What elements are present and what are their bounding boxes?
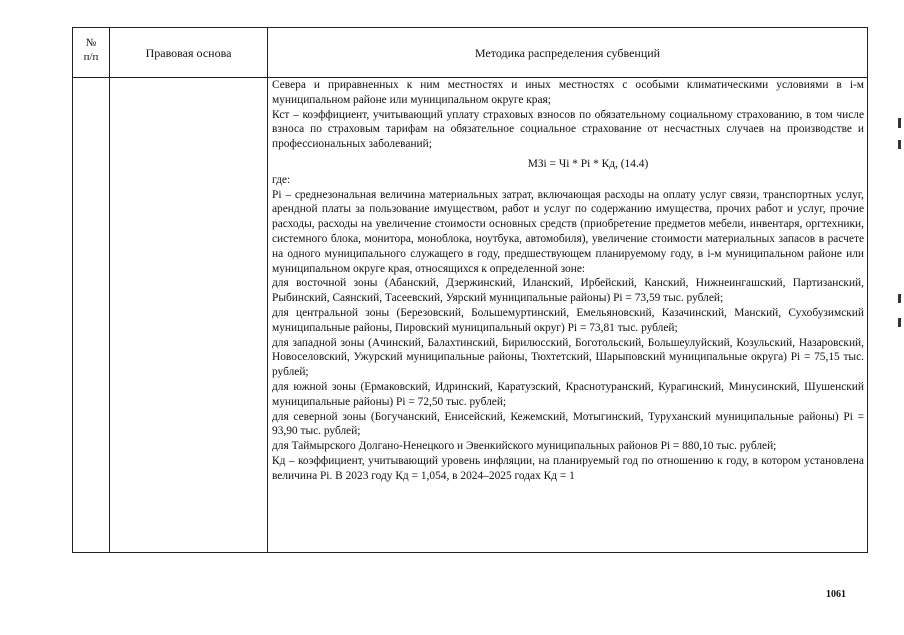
definition-kd: Кд – коэффициент, учитывающий уровень инфляции, на планируемый год по отношению к году, в котором установлена величина Pi. В 2023 году Кд = 1,054, в 2024–2025 годах Кд = 1 xyxy=(272,454,864,482)
scan-edge-mark xyxy=(898,118,901,128)
column-header-methodology: Методика распределения субвенций xyxy=(474,46,661,60)
number-sign: № xyxy=(85,37,97,49)
scan-edge-mark xyxy=(898,140,901,149)
where-label: где: xyxy=(272,173,291,186)
column-divider-1 xyxy=(109,28,110,552)
methodology-cell xyxy=(272,78,864,484)
zone-east: для восточной зоны (Абанский, Дзержинский, Иланский, Ирбейский, Канский, Нижнеингашский, Партизанский, Рыбинский, Саянский, Тасеевский, Уярский муниципальные районы) Pi = 73,59 тыс. рублей; xyxy=(272,277,864,305)
page-number: 1061 xyxy=(826,589,846,600)
zone-central: для центральной зоны (Березовский, Большемуртинский, Емельяновский, Казачинский, Манский, Сухобузимский муниципальные районы, Пировский муниципальный округ) Pi = 73,81 тыс. рублей; xyxy=(272,306,864,334)
table-header xyxy=(73,28,867,78)
scan-edge-mark xyxy=(898,318,901,327)
column-divider-2 xyxy=(267,28,268,552)
column-header-legal-basis: Правовая основа xyxy=(145,46,232,60)
document-table xyxy=(72,27,868,553)
zone-taymyr-evenk: для Таймырского Долгано-Ненецкого и Эвенкийского муниципальных районов Pi = 880,10 тыс. рублей; xyxy=(272,440,777,453)
zone-west: для западной зоны (Ачинский, Балахтинский, Бирилюсский, Боготольский, Большеулуйский, Козульский, Назаровский, Новоселовский, Ужурский муниципальные районы, Тюхтетский, Шарыповский муниципальные округа) Pi = 75,15 тыс. рублей; xyxy=(272,336,864,379)
paragraph: Кст – коэффициент, учитывающий уплату страховых взносов по обязательному социальному страхованию, в том числе взноса по страховым тарифам на обязательное социальное страхование от несчастных случаев на производстве и профессиональных заболеваний; xyxy=(272,108,864,151)
paragraph: Севера и приравненных к ним местностях и иных местностях с особыми климатическими условиями в i-м муниципальном районе или муниципальном округе края; xyxy=(272,79,864,106)
definition-pi: Pi – среднезональная величина материальных затрат, включающая расходы на оплату услуг связи, транспортных услуг, арендной платы за пользование имуществом, работ и услуг по содержанию имущества, прочих работ и услуг, прочие расходы, расходы на увеличение стоимости основных средств (приобретение предметов мебели, инвентаря, оргтехники, системного блока, монитора, моноблока, ноутбука, автомобиля), увеличение стоимости материальных запасов в расчете на одного муниципального служащего в году, предшествующем планируемому году, в i-м муниципальном районе или муниципальном округе края, относящихся к определенной зоне: xyxy=(272,188,864,275)
zone-north: для северной зоны (Богучанский, Енисейский, Кежемский, Мотыгинский, Туруханский муниципальные районы) Pi = 93,90 тыс. рублей; xyxy=(272,410,864,438)
zone-south: для южной зоны (Ермаковский, Идринский, Каратузский, Краснотуранский, Курагинский, Минусинский, Шушенский муниципальные районы) Pi = 72,50 тыс. рублей; xyxy=(272,380,864,408)
number-abbrev: п/п xyxy=(83,51,99,63)
formula: МЗi = Чi * Pi * Кд, (14.4) xyxy=(527,157,649,170)
column-header-number xyxy=(73,36,109,64)
scan-edge-mark xyxy=(898,294,901,303)
